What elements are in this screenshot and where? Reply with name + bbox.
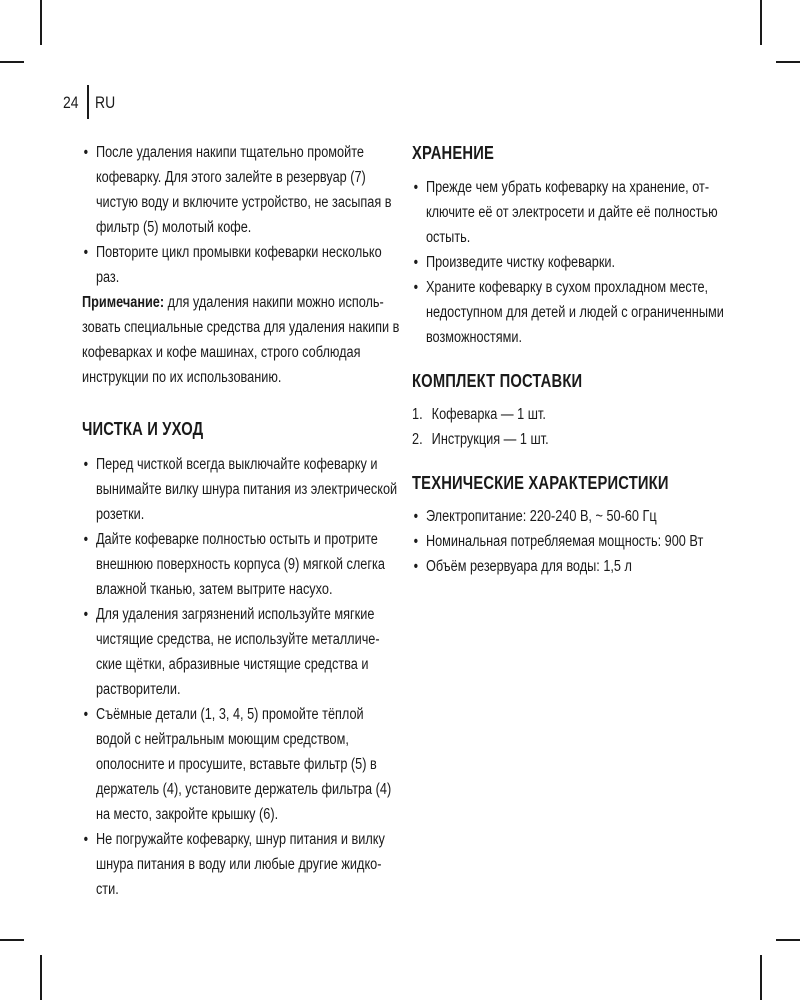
list-item: • Перед чисткой всегда выключайте кофеварку и вынимайте вилку шнура питания из электрической розетки. [83, 456, 398, 523]
list-item: • Повторите цикл промывки кофеварки несколько раз. [83, 244, 382, 286]
page-number: 24 [63, 93, 79, 112]
section-title-cleaning: ЧИСТКА И УХОД [82, 419, 204, 439]
list-item: • Электропитание: 220-240 В, ~ 50-60 Гц [413, 508, 657, 525]
list-item: • После удаления накипи тщательно промойте кофеварку. Для этого залейте в резервуар (7) чистую воду и включите устройство, не засыпая в фильтр (5) молотый кофе. [83, 144, 392, 236]
list-item: • Объём резервуара для воды: 1,5 л [413, 558, 632, 575]
list-item: 1. Кофеварка — 1 шт. [412, 406, 546, 423]
storage-list [412, 175, 742, 350]
package-list [412, 402, 742, 452]
crop-mark [760, 0, 762, 45]
crop-mark [40, 0, 42, 45]
list-item: 2. Инструкция — 1 шт. [412, 431, 549, 448]
crop-mark [776, 939, 800, 941]
list-item: • Храните кофеварку в сухом прохладном месте, недоступном для детей и людей с ограниченными возможностями. [413, 279, 724, 346]
section-title-specs: ТЕХНИЧЕСКИЕ ХАРАКТЕРИСТИКИ [412, 473, 669, 493]
note-paragraph [82, 290, 402, 390]
list-item: • Прежде чем убрать кофеварку на хранение, от- ключите её от электросети и дайте её полностью остыть. [413, 179, 718, 246]
section-title-package: КОМПЛЕКТ ПОСТАВКИ [412, 371, 583, 391]
section-title-storage: ХРАНЕНИЕ [412, 143, 494, 163]
crop-mark [0, 61, 24, 63]
list-item: • Для удаления загрязнений используйте мягкие чистящие средства, не используйте металличе- ские щётки, абразивные чистящие средства и растворители. [83, 606, 380, 698]
language-code: RU [95, 93, 116, 112]
cleaning-list [82, 452, 402, 902]
list-item: • Съёмные детали (1, 3, 4, 5) промойте тёплой водой с нейтральным моющим средством, ополосните и просушите, вставьте фильтр (5) в держатель (4), установите держатель фильтра (4) на место, закройте крышку (6). [83, 706, 392, 823]
crop-mark [40, 955, 42, 1000]
list-item: • Дайте кофеварке полностью остыть и протрите внешнюю поверхность корпуса (9) мягкой слегка влажной тканью, затем вытрите насухо. [83, 531, 385, 598]
crop-mark [760, 955, 762, 1000]
note-text: для удаления накипи можно исполь- зовать специальные средства для удаления накипи в кофеварках и кофе машинах, строго соблюдая инструкции по их использованию. [82, 294, 400, 386]
specs-list [412, 504, 742, 579]
crop-mark [776, 61, 800, 63]
note-label: Примечание: [82, 294, 165, 311]
list-item: • Номинальная потребляемая мощность: 900 Вт [413, 533, 704, 550]
header-divider [87, 85, 89, 119]
descaling-list [82, 140, 402, 290]
list-item: • Произведите чистку кофеварки. [413, 254, 616, 271]
list-item: • Не погружайте кофеварку, шнур питания и вилку шнура питания в воду или любые другие жидко- сти. [83, 831, 385, 898]
left-column [82, 140, 402, 902]
right-column [412, 140, 742, 579]
crop-mark [0, 939, 24, 941]
